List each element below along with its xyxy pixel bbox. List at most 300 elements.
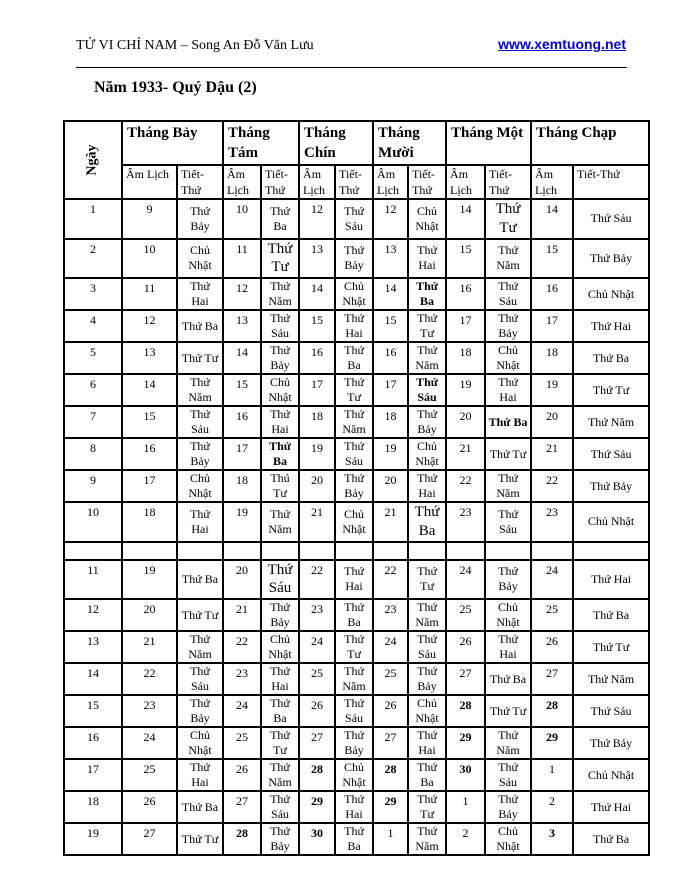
page-header: [76, 36, 626, 54]
lunar-date-cell: 19: [299, 438, 335, 470]
lunar-date-cell: 16: [373, 342, 408, 374]
lunar-date-cell: 23: [122, 695, 177, 727]
lunar-date-cell: 29: [446, 727, 485, 759]
weekday-cell: Thứ Tư: [335, 374, 373, 406]
weekday-cell: Chủ Nhật: [485, 823, 531, 855]
table-row: [64, 631, 649, 663]
weekday-cell: Thứ Ba: [335, 599, 373, 631]
lunar-date-cell: 24: [373, 631, 408, 663]
weekday-cell: Thứ Năm: [573, 406, 649, 438]
lunar-date-cell: 11: [122, 278, 177, 310]
lunar-date-cell: 18: [531, 342, 573, 374]
weekday-cell: Thứ Ba: [261, 199, 299, 239]
lunar-date-cell: 19: [223, 502, 261, 542]
lunar-date-cell: 18: [223, 470, 261, 502]
table-row: [64, 663, 649, 695]
table-row: [64, 278, 649, 310]
weekday-cell: Thứ Năm: [408, 823, 446, 855]
lunar-date-cell: 10: [122, 239, 177, 279]
lunar-date-cell: 17: [373, 374, 408, 406]
weekday-cell: Thứ Tư: [177, 342, 223, 374]
lunar-date-cell: 27: [122, 823, 177, 855]
day-cell: 19: [64, 823, 122, 855]
page-title: Năm 1933- Quý Dậu (2): [94, 79, 257, 96]
lunar-date-cell: 22: [223, 631, 261, 663]
weekday-cell: Thứ Tư: [485, 199, 531, 239]
weekday-subheader-6: Tiết-Thứ: [573, 165, 649, 199]
weekday-cell: Thứ Bảy: [261, 599, 299, 631]
weekday-cell: Thứ Bảy: [261, 823, 299, 855]
table-row: [64, 791, 649, 823]
lunar-date-cell: 18: [122, 502, 177, 542]
spacer-cell: [335, 542, 373, 560]
weekday-cell: Chủ Nhật: [408, 438, 446, 470]
weekday-cell: Thứ Năm: [261, 759, 299, 791]
weekday-cell: Chủ Nhật: [485, 599, 531, 631]
lunar-date-cell: 21: [446, 438, 485, 470]
lunar-date-cell: 23: [299, 599, 335, 631]
weekday-cell: Chủ Nhật: [335, 278, 373, 310]
table-row: [64, 310, 649, 342]
header-divider-rule: [76, 67, 627, 68]
weekday-cell: Thứ Hai: [177, 759, 223, 791]
lunar-date-cell: 16: [531, 278, 573, 310]
weekday-cell: Chủ Nhật: [177, 239, 223, 279]
lunar-date-cell: 26: [373, 695, 408, 727]
lunar-date-cell: 28: [299, 759, 335, 791]
table-row: [64, 560, 649, 600]
weekday-cell: Thứ Hai: [408, 727, 446, 759]
weekday-cell: Thứ Năm: [177, 374, 223, 406]
lunar-date-cell: 16: [299, 342, 335, 374]
weekday-cell: Thứ Năm: [408, 599, 446, 631]
day-cell: 5: [64, 342, 122, 374]
spacer-row: [64, 542, 649, 560]
lunar-date-cell: 17: [223, 438, 261, 470]
weekday-cell: Thứ Sáu: [573, 438, 649, 470]
lunar-date-cell: 23: [373, 599, 408, 631]
weekday-cell: Thứ Sáu: [335, 199, 373, 239]
spacer-cell: [485, 542, 531, 560]
weekday-cell: Thứ Sáu: [261, 560, 299, 600]
lunar-date-cell: 13: [122, 342, 177, 374]
lunar-date-cell: 13: [299, 239, 335, 279]
day-column-header-label: Ngày: [85, 144, 100, 176]
spacer-cell: [261, 542, 299, 560]
lunar-date-cell: 24: [299, 631, 335, 663]
weekday-cell: Thú Tư: [261, 470, 299, 502]
lunar-date-cell: 21: [373, 502, 408, 542]
day-cell: 1: [64, 199, 122, 239]
lunar-date-cell: 27: [446, 663, 485, 695]
lunar-date-cell: 26: [446, 631, 485, 663]
day-cell: 17: [64, 759, 122, 791]
lunar-date-cell: 2: [446, 823, 485, 855]
lunar-date-cell: 16: [446, 278, 485, 310]
weekday-cell: Thứ Hai: [261, 406, 299, 438]
weekday-cell: Thứ Sáu: [261, 791, 299, 823]
lunar-date-cell: 25: [373, 663, 408, 695]
calendar-table: [63, 120, 650, 856]
lunar-subheader-5: Âm Lịch: [446, 165, 485, 199]
lunar-date-cell: 22: [531, 470, 573, 502]
lunar-date-cell: 13: [223, 310, 261, 342]
weekday-cell: Thứ Bảy: [335, 239, 373, 279]
lunar-date-cell: 22: [446, 470, 485, 502]
lunar-date-cell: 26: [223, 759, 261, 791]
weekday-cell: Thứ Ba: [573, 599, 649, 631]
lunar-date-cell: 15: [223, 374, 261, 406]
lunar-date-cell: 10: [223, 199, 261, 239]
spacer-cell: [573, 542, 649, 560]
lunar-date-cell: 25: [531, 599, 573, 631]
month-header-3: Tháng Chín: [299, 121, 373, 165]
month-header-5: Tháng Một: [446, 121, 531, 165]
lunar-date-cell: 15: [373, 310, 408, 342]
lunar-date-cell: 18: [446, 342, 485, 374]
lunar-date-cell: 17: [531, 310, 573, 342]
day-cell: 3: [64, 278, 122, 310]
weekday-subheader-3: Tiết-Thứ: [335, 165, 373, 199]
weekday-cell: Thứ Hai: [335, 310, 373, 342]
weekday-cell: Thứ Tư: [177, 599, 223, 631]
day-cell: 14: [64, 663, 122, 695]
weekday-cell: Thứ Tư: [335, 631, 373, 663]
lunar-date-cell: 12: [299, 199, 335, 239]
table-row: [64, 599, 649, 631]
month-header-6: Tháng Chạp: [531, 121, 649, 165]
lunar-date-cell: 14: [531, 199, 573, 239]
lunar-date-cell: 28: [446, 695, 485, 727]
spacer-cell: [223, 542, 261, 560]
lunar-date-cell: 19: [122, 560, 177, 600]
lunar-date-cell: 1: [373, 823, 408, 855]
lunar-date-cell: 27: [223, 791, 261, 823]
weekday-cell: Thứ Hai: [408, 470, 446, 502]
weekday-cell: Thứ Năm: [335, 663, 373, 695]
table-row: [64, 695, 649, 727]
lunar-date-cell: 2: [531, 791, 573, 823]
weekday-cell: Thứ Hai: [261, 663, 299, 695]
lunar-date-cell: 26: [299, 695, 335, 727]
weekday-cell: Thứ Hai: [573, 310, 649, 342]
lunar-date-cell: 1: [531, 759, 573, 791]
weekday-cell: Thứ Tư: [408, 560, 446, 600]
table-row: [64, 470, 649, 502]
weekday-cell: Thứ Tư: [261, 727, 299, 759]
weekday-cell: Chủ Nhật: [261, 631, 299, 663]
weekday-cell: Chủ Nhật: [335, 502, 373, 542]
weekday-cell: Thứ Bảy: [573, 239, 649, 279]
lunar-date-cell: 28: [531, 695, 573, 727]
weekday-cell: Thứ Năm: [485, 470, 531, 502]
weekday-cell: Thứ Ba: [335, 823, 373, 855]
weekday-cell: Thứ Bảy: [177, 199, 223, 239]
lunar-date-cell: 14: [299, 278, 335, 310]
table-row: [64, 759, 649, 791]
weekday-cell: Thứ Năm: [261, 502, 299, 542]
weekday-cell: Chủ Nhật: [408, 695, 446, 727]
weekday-cell: Thứ Năm: [408, 342, 446, 374]
weekday-cell: Thứ Bảy: [177, 438, 223, 470]
website-link[interactable]: www.xemtuong.net: [498, 36, 626, 52]
weekday-cell: Thứ Sáu: [177, 406, 223, 438]
lunar-date-cell: 29: [531, 727, 573, 759]
weekday-cell: Thứ Sáu: [335, 438, 373, 470]
lunar-date-cell: 26: [122, 791, 177, 823]
lunar-date-cell: 20: [446, 406, 485, 438]
weekday-cell: Thứ Ba: [335, 342, 373, 374]
spacer-cell: [446, 542, 485, 560]
day-cell: 13: [64, 631, 122, 663]
weekday-cell: Thứ Sáu: [573, 695, 649, 727]
spacer-cell: [408, 542, 446, 560]
weekday-cell: Chủ Nhật: [177, 470, 223, 502]
lunar-date-cell: 14: [223, 342, 261, 374]
lunar-date-cell: 30: [299, 823, 335, 855]
spacer-cell: [373, 542, 408, 560]
weekday-cell: Thứ Tư: [408, 791, 446, 823]
lunar-date-cell: 25: [223, 727, 261, 759]
month-header-row: [64, 121, 649, 165]
spacer-cell: [64, 542, 122, 560]
table-row: [64, 374, 649, 406]
month-header-4: Tháng Mười: [373, 121, 446, 165]
weekday-cell: Thứ Bảy: [335, 470, 373, 502]
lunar-date-cell: 15: [531, 239, 573, 279]
lunar-date-cell: 15: [446, 239, 485, 279]
table-row: [64, 502, 649, 542]
lunar-date-cell: 20: [122, 599, 177, 631]
month-header-1: Tháng Bảy: [122, 121, 223, 165]
lunar-date-cell: 27: [373, 727, 408, 759]
weekday-cell: Chủ Nhật: [573, 502, 649, 542]
month-header-2: Tháng Tám: [223, 121, 299, 165]
weekday-cell: Thứ Bảy: [485, 791, 531, 823]
weekday-cell: Thứ Ba: [261, 695, 299, 727]
lunar-date-cell: 27: [299, 727, 335, 759]
weekday-cell: Thứ Hai: [408, 239, 446, 279]
weekday-cell: Thứ Sáu: [408, 374, 446, 406]
weekday-cell: Thứ Ba: [485, 663, 531, 695]
weekday-cell: Thứ Hai: [335, 560, 373, 600]
weekday-cell: Thứ Sáu: [335, 695, 373, 727]
weekday-cell: Chủ Nhật: [335, 759, 373, 791]
lunar-date-cell: 22: [122, 663, 177, 695]
calendar-table-body: [64, 199, 649, 855]
weekday-cell: Thứ Tư: [261, 239, 299, 279]
table-row: [64, 239, 649, 279]
weekday-cell: Thứ Bảy: [485, 560, 531, 600]
weekday-cell: Chủ Nhật: [177, 727, 223, 759]
weekday-cell: Thứ Ba: [177, 791, 223, 823]
table-row: [64, 342, 649, 374]
lunar-date-cell: 19: [531, 374, 573, 406]
lunar-date-cell: 24: [223, 695, 261, 727]
lunar-date-cell: 20: [373, 470, 408, 502]
lunar-date-cell: 16: [122, 438, 177, 470]
weekday-cell: Thứ Ba: [485, 406, 531, 438]
spacer-cell: [531, 542, 573, 560]
lunar-date-cell: 23: [223, 663, 261, 695]
lunar-date-cell: 23: [531, 502, 573, 542]
lunar-date-cell: 17: [446, 310, 485, 342]
lunar-date-cell: 20: [223, 560, 261, 600]
weekday-cell: Thứ Tư: [485, 438, 531, 470]
lunar-date-cell: 9: [122, 199, 177, 239]
weekday-subheader-1: Tiết-Thứ: [177, 165, 223, 199]
spacer-cell: [122, 542, 177, 560]
lunar-date-cell: 3: [531, 823, 573, 855]
lunar-date-cell: 28: [223, 823, 261, 855]
weekday-cell: Thứ Năm: [485, 727, 531, 759]
lunar-date-cell: 11: [223, 239, 261, 279]
weekday-cell: Thứ Hai: [177, 278, 223, 310]
weekday-cell: Thứ Năm: [261, 278, 299, 310]
weekday-cell: Thứ Tư: [573, 631, 649, 663]
lunar-date-cell: 20: [299, 470, 335, 502]
weekday-cell: Thứ Hai: [573, 560, 649, 600]
weekday-subheader-4: Tiết-Thứ: [408, 165, 446, 199]
weekday-cell: Thứ Sáu: [573, 199, 649, 239]
weekday-cell: Thứ Sáu: [177, 663, 223, 695]
lunar-date-cell: 15: [299, 310, 335, 342]
weekday-cell: Thứ Ba: [261, 438, 299, 470]
lunar-date-cell: 18: [299, 406, 335, 438]
lunar-subheader-1: Âm Lịch: [122, 165, 177, 199]
lunar-date-cell: 21: [299, 502, 335, 542]
weekday-cell: Thứ Ba: [177, 560, 223, 600]
lunar-date-cell: 21: [531, 438, 573, 470]
lunar-date-cell: 12: [223, 278, 261, 310]
lunar-date-cell: 25: [299, 663, 335, 695]
lunar-date-cell: 15: [122, 406, 177, 438]
lunar-date-cell: 26: [531, 631, 573, 663]
day-cell: 6: [64, 374, 122, 406]
weekday-cell: Thứ Bảy: [408, 406, 446, 438]
weekday-cell: Thứ Hai: [485, 631, 531, 663]
lunar-date-cell: 14: [446, 199, 485, 239]
lunar-date-cell: 17: [122, 470, 177, 502]
weekday-subheader-2: Tiết-Thứ: [261, 165, 299, 199]
lunar-subheader-4: Âm Lịch: [373, 165, 408, 199]
lunar-date-cell: 22: [299, 560, 335, 600]
weekday-cell: Thứ Tư: [573, 374, 649, 406]
table-row: [64, 823, 649, 855]
weekday-cell: Thứ Ba: [408, 278, 446, 310]
weekday-cell: Thứ Ba: [408, 502, 446, 542]
lunar-date-cell: 19: [446, 374, 485, 406]
weekday-cell: Thứ Hai: [177, 502, 223, 542]
weekday-cell: Thứ Sáu: [485, 759, 531, 791]
lunar-subheader-3: Âm Lịch: [299, 165, 335, 199]
weekday-cell: Thứ Ba: [177, 310, 223, 342]
weekday-cell: Thứ Ba: [573, 823, 649, 855]
weekday-cell: Thứ Ba: [408, 759, 446, 791]
weekday-cell: Thứ Năm: [573, 663, 649, 695]
lunar-date-cell: 29: [299, 791, 335, 823]
weekday-cell: Thứ Hai: [335, 791, 373, 823]
weekday-cell: Thứ Bảy: [573, 727, 649, 759]
day-cell: 8: [64, 438, 122, 470]
weekday-cell: Thứ Sáu: [261, 310, 299, 342]
lunar-date-cell: 29: [373, 791, 408, 823]
weekday-cell: Thứ Bảy: [177, 695, 223, 727]
weekday-cell: Thứ Năm: [485, 239, 531, 279]
lunar-date-cell: 24: [122, 727, 177, 759]
lunar-date-cell: 30: [446, 759, 485, 791]
weekday-cell: Chủ Nhật: [408, 199, 446, 239]
day-cell: 12: [64, 599, 122, 631]
weekday-cell: Thứ Sáu: [485, 278, 531, 310]
lunar-date-cell: 24: [446, 560, 485, 600]
weekday-cell: Thứ Năm: [177, 631, 223, 663]
lunar-date-cell: 19: [373, 438, 408, 470]
lunar-date-cell: 1: [446, 791, 485, 823]
subheader-row: [64, 165, 649, 199]
weekday-cell: Thứ Ba: [573, 342, 649, 374]
lunar-date-cell: 22: [373, 560, 408, 600]
lunar-date-cell: 21: [122, 631, 177, 663]
weekday-cell: Thứ Hai: [573, 791, 649, 823]
table-row: [64, 727, 649, 759]
weekday-cell: Thứ Bảy: [573, 470, 649, 502]
lunar-date-cell: 25: [122, 759, 177, 791]
weekday-cell: Thứ Bảy: [408, 663, 446, 695]
lunar-date-cell: 23: [446, 502, 485, 542]
weekday-cell: Thứ Sáu: [485, 502, 531, 542]
weekday-cell: Chủ Nhật: [485, 342, 531, 374]
lunar-date-cell: 17: [299, 374, 335, 406]
weekday-cell: Chủ Nhật: [261, 374, 299, 406]
day-cell: 9: [64, 470, 122, 502]
calendar-table-head: [64, 121, 649, 199]
day-cell: 16: [64, 727, 122, 759]
table-row: [64, 438, 649, 470]
lunar-date-cell: 18: [373, 406, 408, 438]
lunar-date-cell: 28: [373, 759, 408, 791]
day-cell: 7: [64, 406, 122, 438]
lunar-subheader-6: Âm Lịch: [531, 165, 573, 199]
lunar-date-cell: 21: [223, 599, 261, 631]
weekday-cell: Thứ Bảy: [335, 727, 373, 759]
day-cell: 10: [64, 502, 122, 542]
spacer-cell: [299, 542, 335, 560]
lunar-date-cell: 13: [373, 239, 408, 279]
lunar-date-cell: 27: [531, 663, 573, 695]
document-header-title: TỬ VI CHỈ NAM – Song An Đỗ Văn Lưu: [76, 38, 314, 53]
day-cell: 18: [64, 791, 122, 823]
spacer-cell: [177, 542, 223, 560]
weekday-cell: Thứ Tư: [408, 310, 446, 342]
lunar-date-cell: 16: [223, 406, 261, 438]
day-cell: 15: [64, 695, 122, 727]
lunar-date-cell: 12: [122, 310, 177, 342]
weekday-cell: Thứ Sáu: [408, 631, 446, 663]
lunar-date-cell: 20: [531, 406, 573, 438]
lunar-subheader-2: Âm Lịch: [223, 165, 261, 199]
day-cell: 11: [64, 560, 122, 600]
weekday-cell: Thứ Tư: [485, 695, 531, 727]
table-row: [64, 199, 649, 239]
lunar-date-cell: 12: [373, 199, 408, 239]
weekday-cell: Chủ Nhật: [573, 759, 649, 791]
weekday-subheader-5: Tiết-Thứ: [485, 165, 531, 199]
day-column-header: [64, 121, 122, 199]
weekday-cell: Thứ Hai: [485, 374, 531, 406]
lunar-date-cell: 24: [531, 560, 573, 600]
lunar-date-cell: 25: [446, 599, 485, 631]
